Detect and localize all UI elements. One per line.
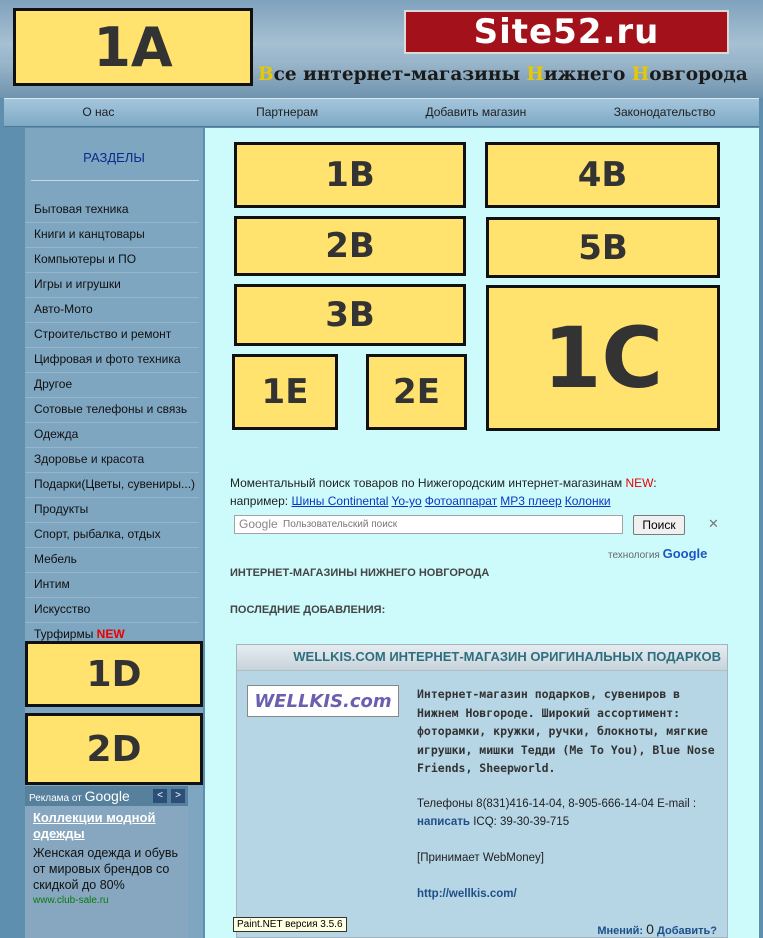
powered-by-google — [608, 546, 707, 561]
ad-slot-2d[interactable]: 2D — [25, 713, 203, 785]
google-ad-label: Реклама от — [29, 793, 82, 804]
tagline-part: Н — [526, 64, 544, 85]
sidebar-category-list — [25, 198, 203, 648]
opinions-count: 0 — [646, 921, 654, 937]
sidebar-item[interactable]: Одежда — [25, 423, 199, 448]
sidebar-item[interactable]: Продукты — [25, 498, 199, 523]
sidebar-item[interactable]: Сотовые телефоны и связь — [25, 398, 199, 423]
search-button[interactable]: Поиск — [633, 515, 685, 535]
tagline-part: Н — [631, 64, 650, 85]
shop-description: Интернет-магазин подарков, сувениров в Нижнем Новгороде. Широкий ассортимент: фоторамки, кружки, ручки, блокноты, мягкие игрушки, мишки Тедди (Me To You), Blue Nose Friends, Sheepworld. — [417, 687, 715, 775]
shop-card-body — [237, 671, 727, 937]
sidebar-item[interactable]: Бытовая техника — [25, 198, 199, 223]
sidebar-item[interactable]: Компьютеры и ПО — [25, 248, 199, 273]
ad-slot-4b[interactable]: 4B — [485, 142, 720, 208]
ad-slot-1b[interactable]: 1B — [234, 142, 466, 208]
ad-slot-2e[interactable]: 2E — [366, 354, 467, 430]
shop-phones: Телефоны 8(831)416-14-04, 8-905-666-14-04 E-mail : — [417, 798, 697, 810]
shop-icq: ICQ: 39-30-39-715 — [473, 816, 570, 828]
ad-slot-1e[interactable]: 1E — [232, 354, 338, 430]
search-input[interactable] — [234, 515, 623, 534]
write-link[interactable]: написать — [417, 816, 470, 828]
sidebar-item[interactable]: Книги и канцтовары — [25, 223, 199, 248]
shop-webmoney: [Принимает WebMoney] — [417, 852, 544, 864]
close-icon[interactable]: ✕ — [708, 516, 719, 531]
shop-contacts — [417, 795, 722, 903]
sidebar-item[interactable]: Искусство — [25, 598, 199, 623]
google-ad-header — [25, 786, 188, 806]
sidebar-item[interactable]: Здоровье и красота — [25, 448, 199, 473]
shop-card-footer — [597, 921, 717, 937]
sidebar-item[interactable]: Спорт, рыбалка, отдых — [25, 523, 199, 548]
example-label: например: — [230, 494, 289, 508]
search-intro-text: Моментальный поиск товаров по Нижегородским интернет-магазинам — [230, 476, 623, 490]
google-ad-title-link[interactable]: Коллекции модной одежды — [33, 810, 156, 841]
search-placeholder: Пользовательский поиск — [283, 519, 398, 530]
sidebar-divider — [31, 180, 199, 181]
sidebar-item[interactable]: Подарки(Цветы, сувениры...) — [25, 473, 199, 498]
tooltip: Paint.NET версия 3.5.6 — [233, 917, 347, 932]
add-opinion-link[interactable]: Добавить? — [657, 925, 717, 937]
ad-slot-1d[interactable]: 1D — [25, 641, 203, 707]
opinions-label[interactable]: Мнений: — [597, 925, 644, 937]
new-badge: NEW — [625, 476, 654, 490]
tagline-part: овгорода — [649, 64, 748, 85]
shop-logo[interactable]: WELLKIS.com — [247, 685, 399, 717]
example-link[interactable]: MP3 плеер — [500, 494, 562, 508]
latest-heading: ПОСЛЕДНИЕ ДОБАВЛЕНИЯ: — [230, 604, 386, 616]
search-intro-colon: : — [653, 476, 657, 490]
ad-slot-3b[interactable]: 3B — [234, 284, 466, 346]
google-ad-brand: Google — [84, 788, 130, 804]
google-ad-block — [25, 786, 188, 938]
main-navigation — [4, 98, 759, 127]
tagline-part: се интернет-магазины — [273, 64, 527, 85]
new-badge: NEW — [96, 627, 125, 641]
sidebar-title: РАЗДЕЛЫ — [83, 150, 145, 165]
ad-slot-2b[interactable]: 2B — [234, 216, 466, 276]
site-tagline — [258, 64, 748, 85]
sidebar-item[interactable]: Авто-Мото — [25, 298, 199, 323]
example-link[interactable]: Колонки — [564, 494, 611, 508]
sidebar-item[interactable]: Цифровая и фото техника — [25, 348, 199, 373]
sidebar-item[interactable]: Игры и игрушки — [25, 273, 199, 298]
sidebar-item[interactable]: Строительство и ремонт — [25, 323, 199, 348]
example-link[interactable]: Yo-yo — [391, 494, 422, 508]
sidebar-item[interactable]: Другое — [25, 373, 199, 398]
google-logo: Google — [662, 546, 708, 561]
shop-card — [236, 644, 728, 938]
shop-url-link[interactable]: http://wellkis.com/ — [417, 888, 517, 900]
powered-label: технология — [608, 550, 660, 561]
example-link[interactable]: Фотоаппарат — [424, 494, 498, 508]
nav-legislation[interactable]: Законодательство — [613, 105, 716, 119]
ad-slot-5b[interactable]: 5B — [486, 217, 720, 278]
nav-partners[interactable]: Партнерам — [256, 105, 319, 119]
nav-about[interactable]: О нас — [82, 105, 115, 119]
example-link[interactable]: Шины Continental — [291, 494, 389, 508]
sidebar-item[interactable]: Интим — [25, 573, 199, 598]
next-arrow-icon[interactable]: > — [171, 789, 185, 803]
shops-heading: ИНТЕРНЕТ-МАГАЗИНЫ НИЖНЕГО НОВГОРОДА — [230, 567, 490, 579]
ad-slot-1c[interactable]: 1C — [486, 285, 720, 431]
ad-slot-1a[interactable]: 1A — [13, 8, 253, 86]
prev-arrow-icon[interactable]: < — [153, 789, 167, 803]
google-ad-url[interactable]: www.club-sale.ru — [33, 895, 109, 906]
tagline-part: В — [258, 64, 274, 85]
sidebar-item[interactable]: Мебель — [25, 548, 199, 573]
nav-add-shop[interactable]: Добавить магазин — [425, 105, 527, 119]
tagline-part: ижнего — [543, 64, 632, 85]
google-ad-text: Женская одежда и обувь от мировых брендов со скидкой до 80% — [33, 846, 178, 892]
instant-search-intro — [230, 474, 730, 510]
shop-card-title[interactable]: WELLKIS.COM ИНТЕРНЕТ-МАГАЗИН ОРИГИНАЛЬНЫХ ПОДАРКОВ — [237, 645, 727, 671]
sidebar-item-label: Турфирмы — [34, 627, 94, 641]
google-search-logo: Google — [239, 517, 278, 531]
site-logo[interactable]: Site52.ru — [404, 10, 729, 54]
